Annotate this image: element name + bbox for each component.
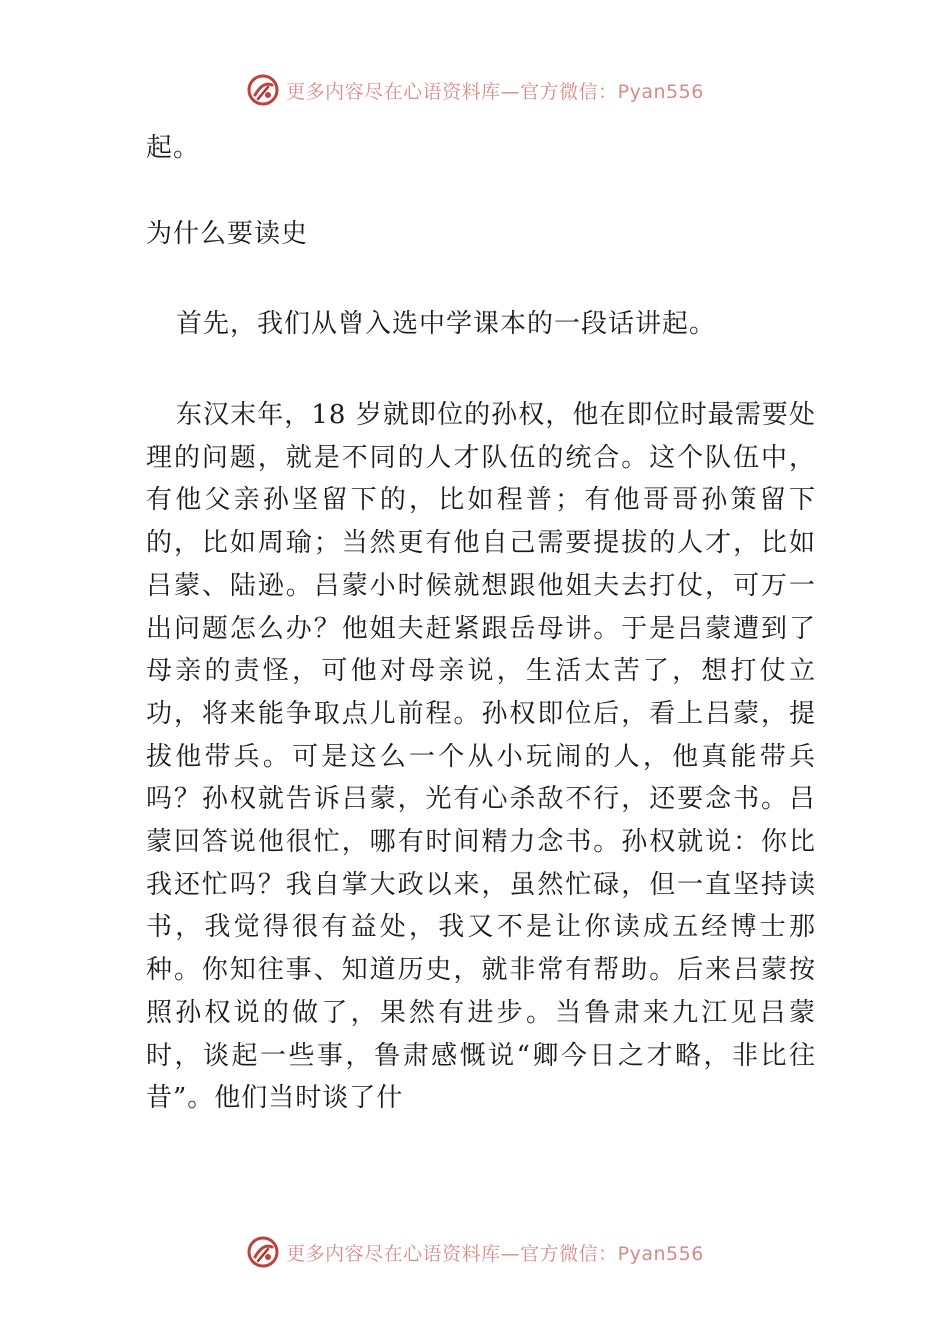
watermark-text: 更多内容尽在心语资料库—官方微信：Pyan556	[286, 1242, 704, 1265]
brand-seal-icon	[246, 1235, 280, 1269]
document-body	[146, 128, 816, 1120]
section-heading: 为什么要读史	[146, 219, 309, 249]
watermark-text: 更多内容尽在心语资料库—官方微信：Pyan556	[286, 80, 704, 103]
brand-seal-icon	[246, 73, 280, 107]
main-paragraph: 东汉末年，18 岁就即位的孙权，他在即位时最需要处理的问题，就是不同的人才队伍的统合。这个队伍中，有他父亲孙坚留下的，比如程普；有他哥哥孙策留下的，比如周瑜；当然更有他自己需要提拔的人才，比如吕蒙、陆逊。吕蒙小时候就想跟他姐夫去打仗，可万一出问题怎么办？他姐夫赶紧跟岳母讲。于是吕蒙遭到了母亲的责怪，可他对母亲说，生活太苦了，想打仗立功，将来能争取点儿前程。孙权即位后，看上吕蒙，提拔他带兵。可是这么一个从小玩闹的人，他真能带兵吗？孙权就告诉吕蒙，光有心杀敌不行，还要念书。吕蒙回答说他很忙，哪有时间精力念书。孙权就说：你比我还忙吗？我自掌大政以来，虽然忙碌，但一直坚持读书，我觉得很有益处，我又不是让你读成五经博士那种。你知往事、知道历史，就非常有帮助。后来吕蒙按照孙权说的做了，果然有进步。当鲁肃来九江见吕蒙时，谈起一些事，鲁肃感慨说“卿今日之才略，非比往昔”。他们当时谈了什	[146, 400, 816, 1114]
continuation-text: 起。	[146, 133, 201, 163]
footer-watermark-banner	[0, 1232, 950, 1272]
intro-paragraph: 首先，我们从曾入选中学课本的一段话讲起。	[176, 309, 717, 339]
header-watermark-banner	[0, 70, 950, 110]
